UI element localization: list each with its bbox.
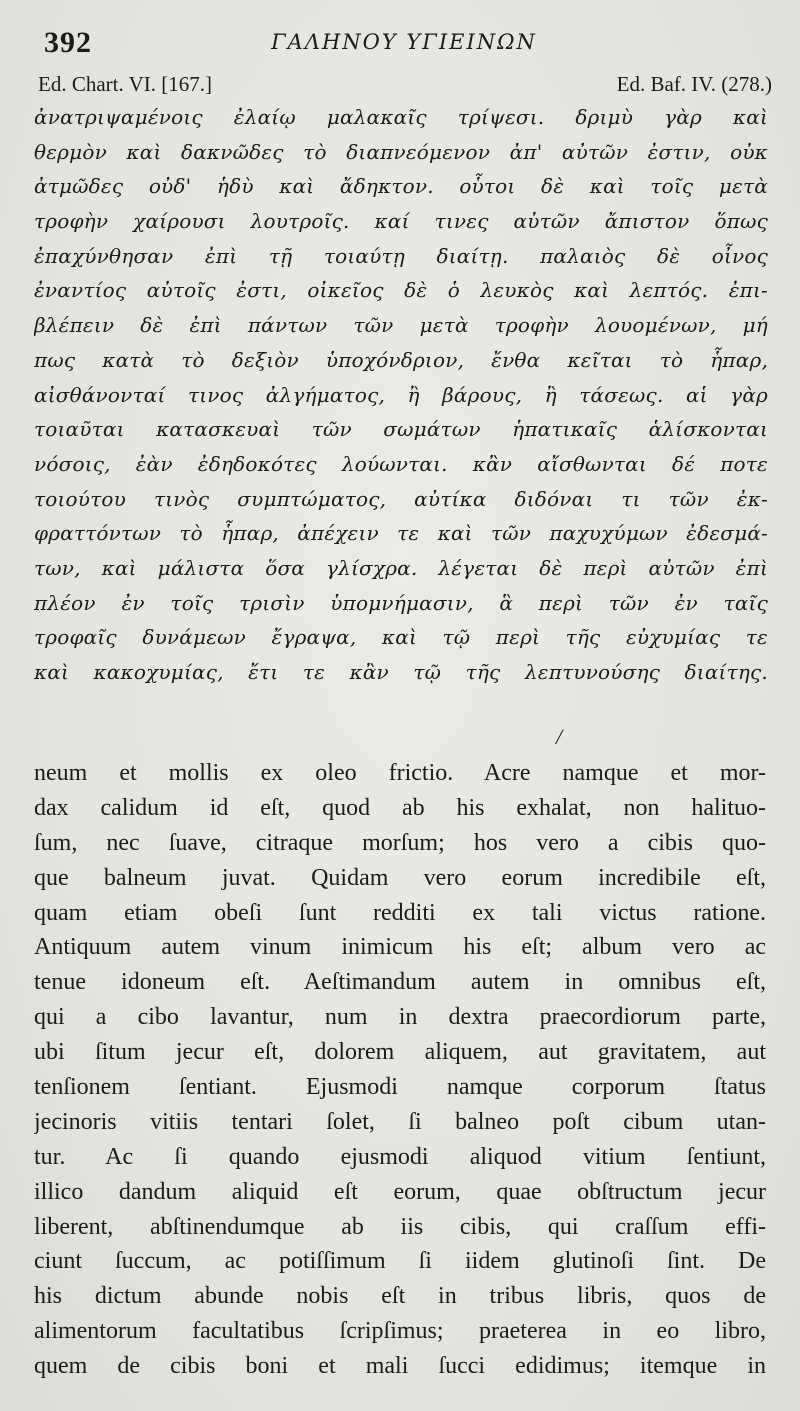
greek-text-line: τοιούτου τινὸς συμπτώματος, αὐτίκα διδόναι τι τῶν ἐκ- (34, 486, 768, 511)
greek-text-line: τροφαῖς δυνάμεων ἔγραψα, καὶ τῷ περὶ τῆς εὐχυμίας τε (34, 625, 768, 650)
greek-text-line: ἀτμῶδες οὐδ' ἡδὺ καὶ ἄδηκτον. οὗτοι δὲ καὶ τοῖς μετὰ (34, 174, 768, 199)
greek-text-line: πως κατὰ τὸ δεξιὸν ὑποχόνδριον, ἔνθα κεῖται τὸ ἧπαρ, (34, 347, 768, 372)
greek-text-line: ἐπαχύνθησαν ἐπὶ τῇ τοιαύτῃ διαίτῃ. παλαιὸς δὲ οἶνος (34, 243, 768, 268)
latin-text-line: qui a cibo lavantur, num in dextra praecordiorum parte, (34, 1004, 766, 1031)
edition-chartier-reference: Ed. Chart. VI. [167.] (38, 72, 212, 96)
latin-text-line: que balneum juvat. Quidam vero eorum incredibile eſt, (34, 864, 766, 891)
latin-text-line: tenue idoneum eſt. Aeſtimandum autem in omnibus eſt, (34, 969, 766, 996)
latin-text-line: quem de cibis boni et mali ſucci edidimus; itemque in (34, 1353, 766, 1380)
greek-text-line: βλέπειν δὲ ἐπὶ πάντων τῶν μετὰ τροφὴν λουομένων, μή (34, 313, 768, 338)
greek-text-line: πλέον ἐν τοῖς τρισὶν ὑπομνήμασιν, ἃ περὶ τῶν ἐν ταῖς (34, 590, 768, 615)
latin-text-block (34, 756, 766, 1384)
greek-text-line: ἐναντίος αὐτοῖς ἐστι, οἰκεῖος δὲ ὁ λευκὸς καὶ λεπτός. ἐπι- (34, 278, 768, 303)
running-title: ΓΑΛΗΝΟΥ ΥΓΙΕΙΝΩΝ (271, 30, 537, 54)
latin-text-line: quam etiam obeſi ſunt redditi ex tali victus ratione. (34, 899, 766, 926)
greek-text-line: τροφὴν χαίρουσι λουτροῖς. καί τινες αὐτῶν ἄπιστον ὅπως (34, 209, 768, 234)
latin-text-line: tur. Ac ſi quando ejusmodi aliquod vitium ſentiunt, (34, 1143, 766, 1170)
latin-text-line: Antiquum autem vinum inimicum his eſt; album vero ac (34, 934, 766, 961)
edition-basel-reference: Ed. Baf. IV. (278.) (616, 72, 772, 96)
margin-marker: / (556, 724, 563, 749)
page-header (34, 22, 774, 62)
greek-text-line: φραττόντων τὸ ἧπαρ, ἀπέχειν τε καὶ τῶν παχυχύμων ἐδεσμά- (34, 521, 768, 546)
latin-text-line: his dictum abunde nobis eſt in tribus libris, quos de (34, 1283, 766, 1310)
latin-text-line: ciunt ſuccum, ac potiſſimum ſi iidem glutinoſi ſint. De (34, 1248, 766, 1275)
latin-text-line: dax calidum id eſt, quod ab his exhalat, non halituo- (34, 794, 766, 821)
greek-text-line: θερμὸν καὶ δακνῶδες τὸ διαπνεόμενον ἀπ' αὐτῶν ἐστιν, οὐκ (34, 139, 768, 164)
latin-text-line: ſum, nec ſuave, citraque morſum; hos vero a cibis quo- (34, 829, 766, 856)
page-number: 392 (44, 26, 92, 59)
latin-text-line: neum et mollis ex oleo frictio. Acre namque et mor- (34, 760, 766, 786)
latin-text-line: alimentorum facultatibus ſcripſimus; praeterea in eo libro, (34, 1318, 766, 1345)
latin-text-line: liberent, abſtinendumque ab iis cibis, qui craſſum effi- (34, 1213, 766, 1240)
greek-text-line: νόσοις, ἐὰν ἐδηδοκότες λούωνται. κἂν αἴσθωνται δέ ποτε (34, 451, 768, 476)
greek-text-line: ἀνατριψαμένοις ἐλαίῳ μαλακαῖς τρίψεσι. δριμὺ γὰρ καὶ (34, 105, 768, 129)
greek-text-line: καὶ κακοχυμίας, ἔτι τε κἂν τῷ τῆς λεπτυνούσης διαίτης. (34, 660, 768, 684)
greek-text-line: τοιαῦται κατασκευαὶ τῶν σωμάτων ἡπατικαῖς ἁλίσκονται (34, 417, 768, 442)
latin-text-line: jecinoris vitiis tentari ſolet, ſi balneo poſt cibum utan- (34, 1108, 766, 1135)
latin-text-line: illico dandum aliquid eſt eorum, quae obſtructum jecur (34, 1178, 766, 1205)
greek-text-line: αἰσθάνονταί τινος ἀλγήματος, ἢ βάρους, ἢ τάσεως. αἱ γὰρ (34, 382, 768, 407)
greek-text-block (34, 100, 768, 690)
latin-text-line: ubi ſitum jecur eſt, dolorem aliquem, aut gravitatem, aut (34, 1039, 766, 1066)
latin-text-line: tenſionem ſentiant. Ejusmodi namque corporum ſtatus (34, 1074, 766, 1101)
greek-text-line: των, καὶ μάλιστα ὅσα γλίσχρα. λέγεται δὲ περὶ αὐτῶν ἐπὶ (34, 555, 768, 580)
